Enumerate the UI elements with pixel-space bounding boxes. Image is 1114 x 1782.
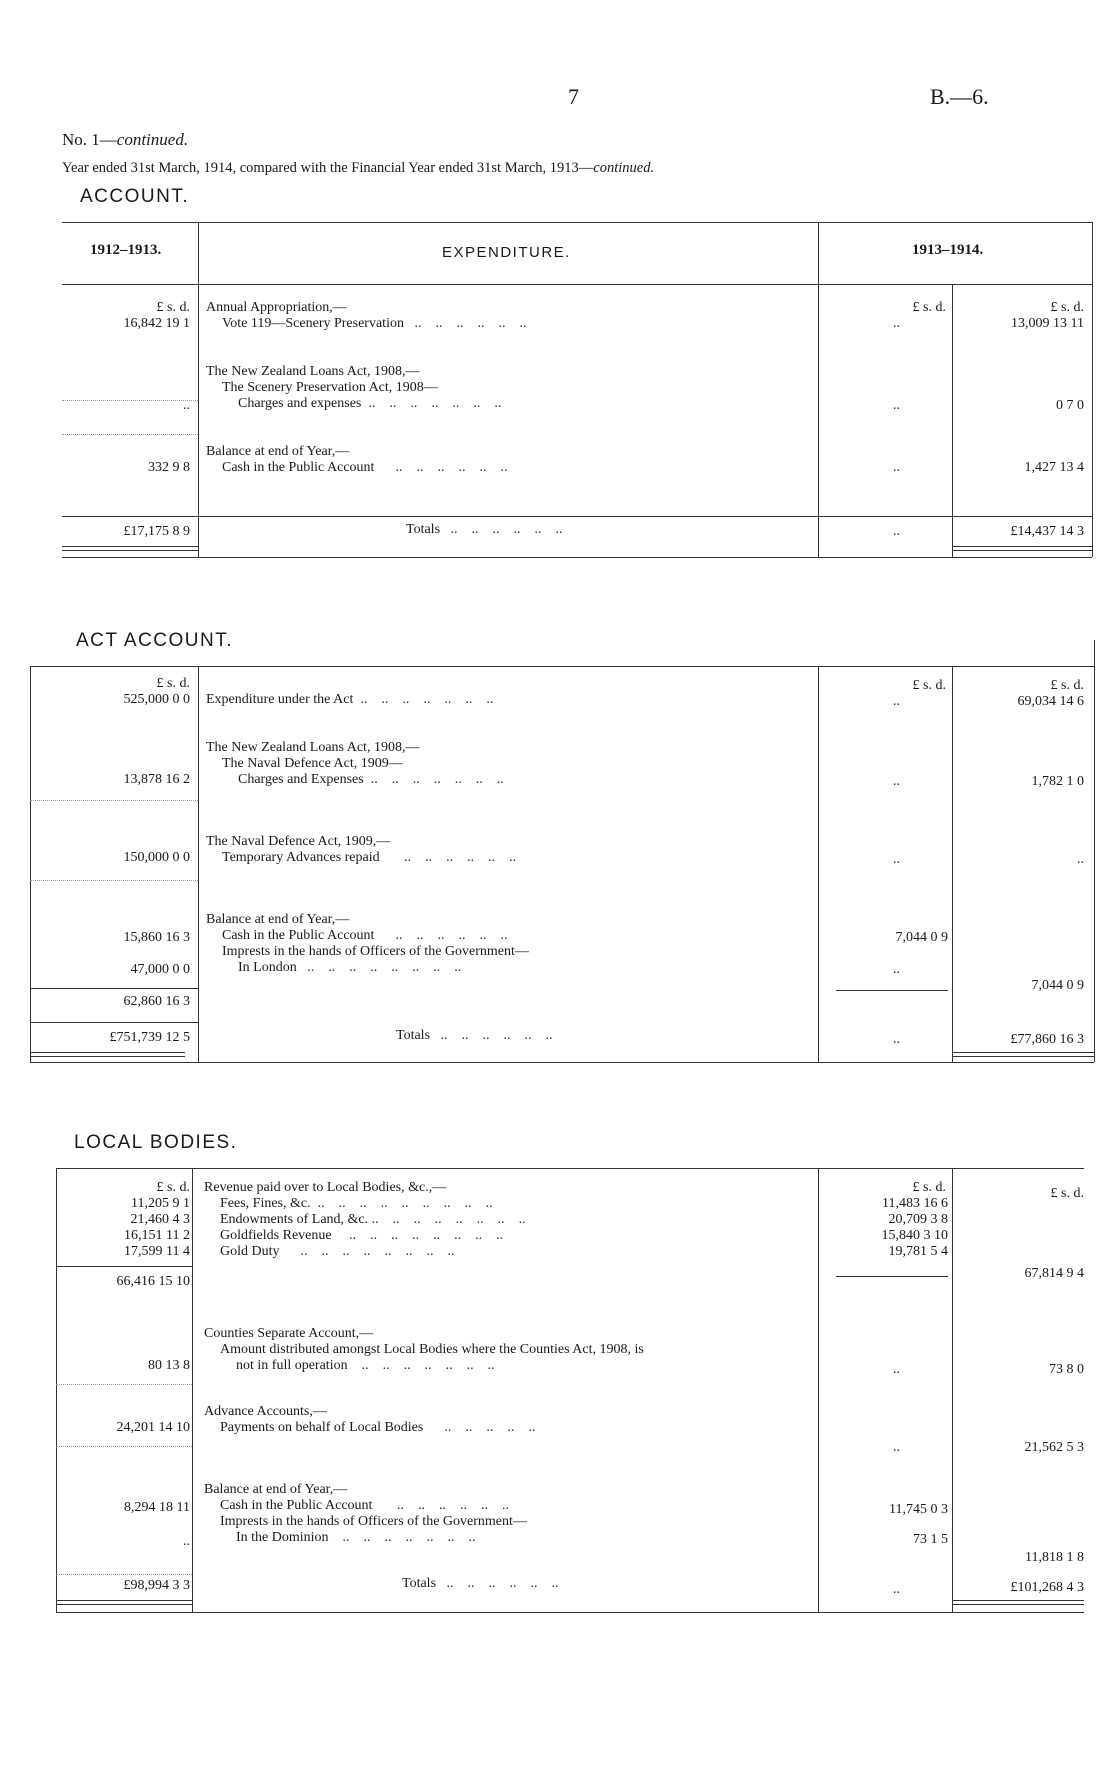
amount-1914: 67,814 9 4: [1024, 1266, 1084, 1281]
amount-1913: ..: [183, 1534, 190, 1549]
item-label-text: Cash in the Public Account: [220, 1498, 373, 1513]
continued-label: continued.: [116, 130, 189, 149]
amount-mid: 20,709 3 8: [888, 1212, 948, 1227]
item-label: Cash in the Public Account .. .. .. .. .. ..: [222, 928, 508, 943]
amount-1914: 69,034 14 6: [1017, 694, 1084, 709]
amount-1913: 80 13 8: [148, 1358, 190, 1373]
totals-label: Totals .. .. .. .. .. ..: [402, 1576, 559, 1591]
amount-1913: 21,460 4 3: [130, 1212, 190, 1227]
total-1913: £751,739 12 5: [109, 1030, 190, 1045]
amount-mid: ..: [893, 316, 900, 331]
amount-1913-subtotal: 66,416 15 10: [116, 1274, 190, 1289]
column-header-expenditure: EXPENDITURE.: [442, 244, 571, 261]
item-heading: The New Zealand Loans Act, 1908,—: [206, 740, 420, 755]
amount-1913: 16,842 19 1: [123, 316, 190, 331]
item-label-text: Endowments of Land, &c.: [220, 1212, 369, 1227]
amount-1913: 16,151 11 2: [124, 1228, 190, 1243]
item-label-text: Charges and expenses: [238, 396, 362, 411]
section-title: LOCAL BODIES.: [74, 1132, 238, 1153]
amount-mid: ..: [893, 852, 900, 867]
item-heading: Annual Appropriation,—: [206, 300, 347, 315]
amount-mid: ..: [893, 774, 900, 789]
item-label: Vote 119—Scenery Preservation .. .. .. .. .. ..: [222, 316, 527, 331]
total-1914: £14,437 14 3: [1010, 524, 1084, 539]
amount-1913: 8,294 18 11: [124, 1500, 190, 1515]
total-1914: £101,268 4 3: [1010, 1580, 1084, 1595]
section-title: ACT ACCOUNT.: [76, 630, 234, 651]
amount-mid: ..: [893, 962, 900, 977]
totals-label-text: Totals: [396, 1028, 431, 1043]
amount-1914: 0 7 0: [1056, 398, 1084, 413]
amount-1913: 525,000 0 0: [123, 692, 190, 707]
lsd-header-mid: £ s. d.: [912, 1180, 946, 1195]
item-heading: The Naval Defence Act, 1909,—: [206, 834, 391, 849]
lsd-header-right: £ s. d.: [1050, 678, 1084, 693]
amount-1913: 15,860 16 3: [123, 930, 190, 945]
amount-1914: 21,562 5 3: [1024, 1440, 1084, 1455]
item-label-text: Expenditure under the Act: [206, 692, 354, 707]
amount-1913: 150,000 0 0: [123, 850, 190, 865]
item-label: In London .. .. .. .. .. .. .. ..: [238, 960, 462, 975]
item-label-text: Cash in the Public Account: [222, 928, 375, 943]
item-heading: Balance at end of Year,—: [206, 444, 350, 459]
total-1913: £17,175 8 9: [123, 524, 190, 539]
year-line-continued: continued.: [593, 160, 655, 176]
amount-1914: 1,427 13 4: [1024, 460, 1084, 475]
amount-1914: ..: [1077, 852, 1084, 867]
item-label-text: Charges and Expenses: [238, 772, 364, 787]
item-label: Charges and expenses .. .. .. .. .. .. ..: [238, 396, 502, 411]
totals-label: Totals .. .. .. .. .. ..: [396, 1028, 553, 1043]
lsd-header-mid: £ s. d.: [912, 300, 946, 315]
amount-mid: ..: [893, 1362, 900, 1377]
amount-mid: 73 1 5: [913, 1532, 948, 1547]
item-label: Expenditure under the Act .. .. .. .. .. .. ..: [206, 692, 494, 707]
lsd-header-right: £ s. d.: [1050, 1186, 1084, 1201]
item-label: Endowments of Land, &c. .. .. .. .. .. .. .. ..: [220, 1212, 526, 1227]
amount-1913: 13,878 16 2: [123, 772, 190, 787]
amount-mid: ..: [893, 398, 900, 413]
item-subheading: Amount distributed amongst Local Bodies where the Counties Act, 1908, is: [220, 1342, 644, 1357]
item-label-text: Temporary Advances repaid: [222, 850, 380, 865]
amount-mid: 11,745 0 3: [889, 1502, 948, 1517]
amount-mid: ..: [893, 460, 900, 475]
amount-1913: 11,205 9 1: [131, 1196, 190, 1211]
item-heading: Balance at end of Year,—: [206, 912, 350, 927]
item-label-text: Goldfields Revenue: [220, 1228, 332, 1243]
amount-1913-subtotal: 62,860 16 3: [123, 994, 190, 1009]
item-label: Cash in the Public Account .. .. .. .. .. ..: [222, 460, 508, 475]
totals-label-text: Totals: [406, 522, 441, 537]
item-label-text: Gold Duty: [220, 1244, 280, 1259]
amount-mid: 19,781 5 4: [888, 1244, 948, 1259]
item-label: Temporary Advances repaid .. .. .. .. .. ..: [222, 850, 517, 865]
amount-mid: 11,483 16 6: [882, 1196, 948, 1211]
lsd-header-left: £ s. d.: [156, 676, 190, 691]
item-subheading: Imprests in the hands of Officers of the Government—: [222, 944, 529, 959]
year-line: [62, 160, 654, 177]
item-label-text: Payments on behalf of Local Bodies: [220, 1420, 424, 1435]
item-heading: Counties Separate Account,—: [204, 1326, 374, 1341]
item-subheading: Imprests in the hands of Officers of the Government—: [220, 1514, 527, 1529]
item-label: In the Dominion .. .. .. .. .. .. ..: [236, 1530, 476, 1545]
item-label: Gold Duty .. .. .. .. .. .. .. ..: [220, 1244, 455, 1259]
total-mid: ..: [893, 1582, 900, 1597]
total-mid: ..: [893, 524, 900, 539]
table-number-label: No. 1—: [62, 130, 117, 149]
amount-1913: ..: [183, 398, 190, 413]
item-label-text: In the Dominion: [236, 1530, 329, 1545]
item-heading: Balance at end of Year,—: [204, 1482, 348, 1497]
lsd-header-mid: £ s. d.: [912, 678, 946, 693]
lsd-header-left: £ s. d.: [156, 300, 190, 315]
amount-mid: ..: [893, 1440, 900, 1455]
amount-1913: 17,599 11 4: [124, 1244, 190, 1259]
total-mid: ..: [893, 1032, 900, 1047]
column-header-1912-1913: 1912–1913.: [90, 242, 162, 258]
total-1914: £77,860 16 3: [1010, 1032, 1084, 1047]
item-label: not in full operation .. .. .. .. .. .. ..: [236, 1358, 495, 1373]
item-label-text: not in full operation: [236, 1358, 348, 1373]
item-label: Goldfields Revenue .. .. .. .. .. .. .. ..: [220, 1228, 504, 1243]
item-label-text: In London: [238, 960, 297, 975]
item-label: Payments on behalf of Local Bodies .. .. .. .. ..: [220, 1420, 536, 1435]
item-label: Cash in the Public Account .. .. .. .. .. ..: [220, 1498, 509, 1513]
item-heading: Revenue paid over to Local Bodies, &c.,—: [204, 1180, 447, 1195]
amount-mid: 15,840 3 10: [881, 1228, 948, 1243]
amount-1914: 73 8 0: [1049, 1362, 1084, 1377]
amount-1914: 13,009 13 11: [1011, 316, 1084, 331]
item-label: Charges and Expenses .. .. .. .. .. .. ..: [238, 772, 504, 787]
item-label-text: Fees, Fines, &c.: [220, 1196, 311, 1211]
amount-mid: 7,044 0 9: [895, 930, 948, 945]
item-subheading: The Scenery Preservation Act, 1908—: [222, 380, 438, 395]
item-heading: The New Zealand Loans Act, 1908,—: [206, 364, 420, 379]
amount-1913: 24,201 14 10: [116, 1420, 190, 1435]
amount-mid: ..: [893, 694, 900, 709]
section-title: ACCOUNT.: [80, 186, 190, 207]
item-heading: Advance Accounts,—: [204, 1404, 327, 1419]
amount-1914: 11,818 1 8: [1025, 1550, 1084, 1565]
item-label-text: Cash in the Public Account: [222, 460, 375, 475]
item-subheading: The Naval Defence Act, 1909—: [222, 756, 403, 771]
document-code: B.—6.: [930, 84, 989, 109]
amount-1913: 47,000 0 0: [130, 962, 190, 977]
lsd-header-left: £ s. d.: [156, 1180, 190, 1195]
lsd-header-right: £ s. d.: [1050, 300, 1084, 315]
item-label: Fees, Fines, &c. .. .. .. .. .. .. .. .. ..: [220, 1196, 493, 1211]
totals-label-text: Totals: [402, 1576, 437, 1591]
table-number: [62, 130, 188, 150]
year-line-text: Year ended 31st March, 1914, compared with the Financial Year ended 31st March, 1913—: [62, 160, 594, 176]
totals-label: Totals .. .. .. .. .. ..: [406, 522, 563, 537]
amount-1913: 332 9 8: [148, 460, 190, 475]
column-header-1913-1914: 1913–1914.: [912, 242, 984, 258]
total-1913: £98,994 3 3: [123, 1578, 190, 1593]
page-number: 7: [568, 84, 579, 109]
amount-1914: 7,044 0 9: [1031, 978, 1084, 993]
item-label-text: Vote 119—Scenery Preservation: [222, 316, 404, 331]
amount-1914: 1,782 1 0: [1031, 774, 1084, 789]
